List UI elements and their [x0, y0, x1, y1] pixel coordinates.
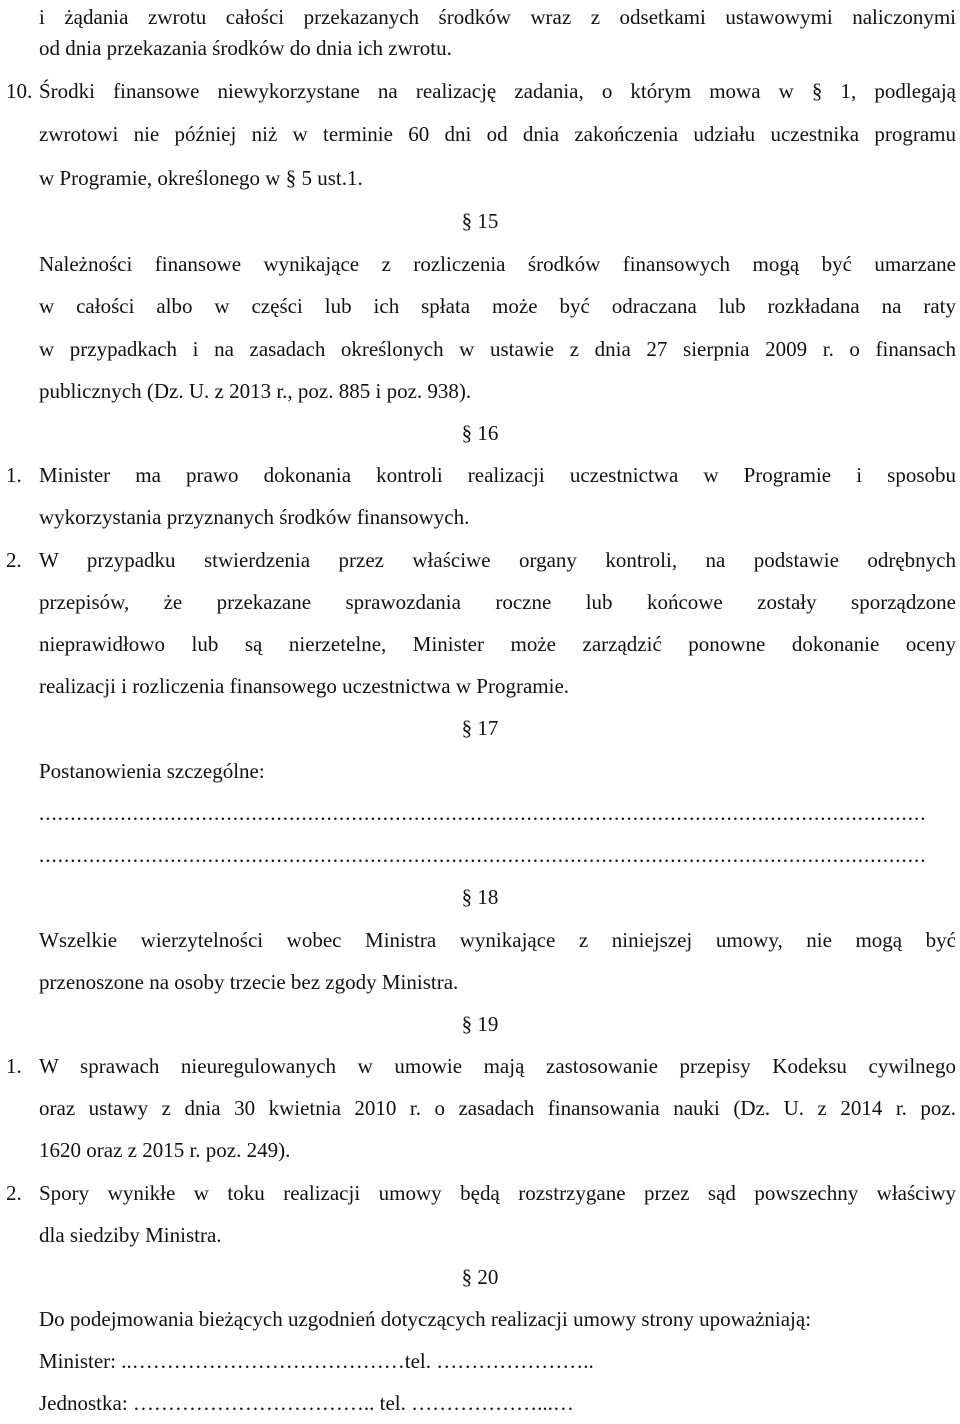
section-15-line-4: publicznych (Dz. U. z 2013 r., poz. 885 i poz. 938). — [39, 379, 472, 403]
section-19-item-2-line-1: Spory wynikłe w toku realizacji umowy będą rozstrzygane przez sąd powszechny właściwy — [39, 1181, 956, 1205]
section-16-item-2-line-1: W przypadku stwierdzenia przez właściwe organy kontroli, na podstawie odrębnych — [39, 548, 956, 572]
fill-in-dotted-line-2: .............................................................................................................................................. — [39, 843, 927, 867]
minister-contact-line: Minister: ..…………………………………tel. ………………….. — [39, 1349, 594, 1373]
section-19-item-1-line-1: W sprawach nieuregulowanych w umowie mają zastosowanie przepisy Kodeksu cywilnego — [39, 1054, 956, 1078]
section-16-item-2-line-3: nieprawidłowo lub są nierzetelne, Minister może zarządzić ponowne dokonanie oceny — [39, 632, 956, 656]
item-10-line-2: zwrotowi nie później niż w terminie 60 dni od dnia zakończenia udziału uczestnika programu — [39, 122, 956, 146]
section-15-line-1: Należności finansowe wynikające z rozliczenia środków finansowych mogą być umarzane — [39, 252, 956, 276]
section-18-line-1: Wszelkie wierzytelności wobec Ministra wynikające z niniejszej umowy, nie mogą być — [39, 928, 956, 952]
section-16-item-1-line-1: Minister ma prawo dokonania kontroli realizacji uczestnictwa w Programie i sposobu — [39, 463, 956, 487]
section-20-intro: Do podejmowania bieżących uzgodnień dotyczących realizacji umowy strony upoważniają: — [39, 1307, 812, 1331]
item-number: 10. — [6, 79, 33, 103]
item-number: 1. — [6, 463, 22, 487]
prev-paragraph-line-2: od dnia przekazania środków do dnia ich zwrotu. — [39, 36, 452, 60]
section-15-line-3: w przypadkach i na zasadach określonych w ustawie z dnia 27 sierpnia 2009 r. o finansach — [39, 337, 956, 361]
special-provisions-label: Postanowienia szczególne: — [39, 759, 265, 783]
section-15-line-2: w całości albo w części lub ich spłata może być odraczana lub rozkładana na raty — [39, 294, 956, 318]
item-10-line-1: Środki finansowe niewykorzystane na realizację zadania, o którym mowa w § 1, podlegają — [39, 79, 956, 103]
item-10-line-3: w Programie, określonego w § 5 ust.1. — [39, 166, 363, 190]
section-heading-17: § 17 — [461, 716, 499, 740]
section-19-item-1-line-2: oraz ustawy z dnia 30 kwietnia 2010 r. o zasadach finansowania nauki (Dz. U. z 2014 r. poz. — [39, 1096, 956, 1120]
prev-paragraph-line-1: i żądania zwrotu całości przekazanych środków wraz z odsetkami ustawowymi naliczonymi — [39, 5, 956, 29]
section-18-line-2: przenoszone na osoby trzecie bez zgody Ministra. — [39, 970, 459, 994]
section-heading-18: § 18 — [461, 885, 499, 909]
section-19-item-1-line-3: 1620 oraz z 2015 r. poz. 249). — [39, 1138, 291, 1162]
section-16-item-1-line-2: wykorzystania przyznanych środków finansowych. — [39, 505, 470, 529]
item-number: 2. — [6, 1181, 22, 1205]
section-heading-16: § 16 — [461, 421, 499, 445]
unit-contact-line: Jednostka: …………………………….. tel. ………………...… — [39, 1391, 574, 1415]
section-heading-19: § 19 — [461, 1012, 499, 1036]
section-19-item-2-line-2: dla siedziby Ministra. — [39, 1223, 222, 1247]
item-number: 2. — [6, 548, 22, 572]
section-heading-20: § 20 — [461, 1265, 499, 1289]
section-16-item-2-line-2: przepisów, że przekazane sprawozdania roczne lub końcowe zostały sporządzone — [39, 590, 956, 614]
fill-in-dotted-line-1: .............................................................................................................................................. — [39, 801, 927, 825]
section-heading-15: § 15 — [461, 209, 499, 233]
item-number: 1. — [6, 1054, 22, 1078]
section-16-item-2-line-4: realizacji i rozliczenia finansowego uczestnictwa w Programie. — [39, 674, 570, 698]
